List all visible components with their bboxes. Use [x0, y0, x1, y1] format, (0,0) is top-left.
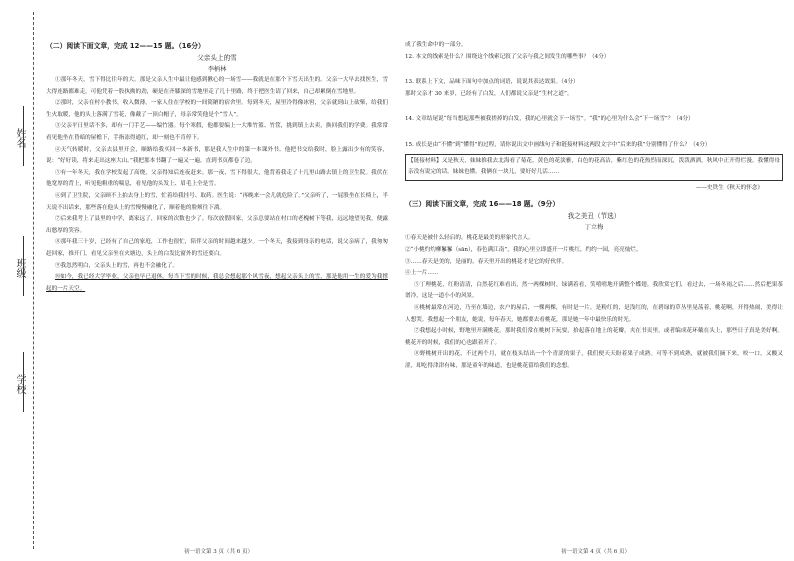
question-13: 13. 联系上下文，品味下面句中加点的词语，说说其表达效果。（4分）	[405, 79, 579, 86]
name-field-label: 姓名	[14, 128, 25, 148]
page-footer: 初一语文第 4 页（共 6 页）	[561, 549, 630, 555]
list-item: ①春天是被什么轻启的，桃花是最美的形象代言人。	[405, 235, 534, 242]
list-item: ②“小桃灼灼柳鬖鬖（sān），春色满江南”，我的心里立即盛开一片桃红，约约一园，亮亮灿烂。	[405, 246, 642, 253]
question-15: 15. 成长是由“不懂”到“懂得”的过程，请你说出文中画线句子和链接材料这两段文字中“后来的我”分别懂得了什么？（4分）	[405, 141, 711, 148]
school-field-blank[interactable]	[23, 352, 24, 412]
paragraph: ⑤有一年冬天，我在学校发起了高烧，父亲得知后连夜赶来。那一夜，雪下得很大，他背着我走了十几里山路去镇上的卫生院。我伏在他宽厚的背上，听见他粗重的喘息，看见他的头发上、眉毛上全是雪。	[46, 169, 388, 188]
passage-title: 我之美丑（节选）	[567, 212, 621, 221]
school-field-label: 学校	[14, 374, 25, 394]
page-footer: 初一语文第 3 页（共 6 页）	[184, 549, 253, 555]
class-field-label: 班级	[14, 258, 25, 278]
paragraph: ⑨我忽然明白，父亲头上的雪，再也不会融化了。	[54, 262, 179, 269]
paragraph: ①那年冬天，雪下得比往年的大。那是父亲人生中最让他感到揪心的一场雪——我就是在那个下雪天出生的。父亲一大早去找医生，雪大得连路都难走，可他凭着一股执拗的劲，硬是在齐膝深的雪地里走了几十里路，终于把医生请了回来，自己却累倒在雪地里。	[46, 77, 388, 95]
binding-margin	[0, 0, 42, 561]
paragraph: ⑦后来我考上了县里的中学，离家远了，回家的次数也少了。每次放假回家，父亲总要站在村口的老槐树下等我，远远地望见我，便露出憨厚的笑容。	[46, 216, 388, 234]
passage-title: 父亲头上的雪	[197, 54, 237, 62]
paragraph: ⑥桃树最常在河边，乃至在墙边，农户的屋后，一棵两棵，有时是一片，是粉红的，是浅红的，在碧绿的草丛里晃荡着，桃花啊，开得热闹，美得让人想哭。我想起一个朋友，她说，每年春天，她都要去看桃花，那是她一年中最快乐的时光。	[405, 304, 783, 323]
paragraph: ④天气转暖时，父亲去县里开会，顺路给我买回一本新书，那是我人生中的第一本课外书。他把书交给我时，脸上露出少有的笑容，说：“好好读，将来走出这座大山。”我把那本书翻了一遍又一遍，直到书页都卷了边。	[46, 146, 388, 165]
link-material: 【链接材料】又是秋天，妹妹推我去北海看了菊花。黄色的花淡雅，白色的花高洁，紫红色的花热烈而深沉，泼泼洒洒，秋风中正开得烂漫。我懂得母亲没有说完的话。妹妹也懂。我俩在一块儿，要好好儿活……	[405, 154, 783, 181]
left-content	[46, 40, 388, 295]
paragraph: ②那时，父亲在村小教书，收入微薄。一家人住在学校的一间简陋的宿舍里。每到冬天，屋里冷得像冰窖，父亲就到山上砍柴，给我们生火取暖，他的头上落满了雪花，像戴了一顶白帽子，母亲常笑他是个“雪人”。	[46, 100, 388, 118]
passage-author: 李柄林	[207, 66, 227, 73]
paragraph: ⑤丁理桃花，红粉清清，白然花红难看出，然一两棵树时，绿满着看，笑嘻嘻地开满整个蝶翅。我欣赏它们，看过去，一场冬雨之后……然后把果茶谱冷，这是一道小小的风景。	[405, 281, 783, 300]
list-item: ③……春天是美的，是丽的，春天里开出的桃花才是它的好伙伴。	[405, 258, 568, 265]
continuation-text: 成了我生命中的一部分。	[405, 42, 467, 48]
paragraph: ③父亲平日里话不多，却有一门手艺——编竹器。每个寒假，他都要编上一大堆竹篮、竹筐，挑到镇上去卖，换回我们的学费。我常常看见他坐在昏暗的屋檐下，手指冻得通红，却一刻也不肯停下。	[46, 123, 388, 141]
paragraph: ⑦我想起小时候，野地里开满桃花，那时我们常在桃树下玩耍，拾起落在地上的花瓣，夹在书页里，或者编成花环戴在头上，那些日子真是美好啊。桃花开的时候，我们的心也跟着开了。	[405, 328, 783, 346]
paragraph: ⑧那年我三十岁，已经有了自己的家庭，工作也很忙，陪伴父亲的时间越来越少。一个冬天，我接到母亲的电话，说父亲病了，我匆匆赶回家，推开门，看见父亲坐在火塘边，头上的白发比窗外的雪还要白。	[46, 239, 388, 257]
list-item: ④上一片……	[405, 270, 439, 277]
passage-author: 丁立梅	[584, 224, 604, 232]
name-field-blank[interactable]	[23, 106, 24, 166]
cut-line	[33, 12, 34, 549]
class-field-blank[interactable]	[23, 236, 24, 296]
section-heading: （三）阅读下面文章，完成 16——18 题。（9分）	[405, 200, 560, 209]
underlined-paragraph: ⑩如今，我已经大学毕业，父亲也早已退休。每当下雪的时候，我总会想起那个风雪夜，想起父亲头上的雪，那是他用一生的爱为我撑起的一片天空。	[46, 274, 388, 292]
section-heading: （二）阅读下面文章，完成 12——15 题。（16分）	[46, 42, 205, 50]
question-12: 12. 本文的线索是什么？围绕这个线索记叙了父亲与我之间发生的哪些事？（4分）	[405, 53, 610, 60]
paragraph: ⑧野桃树开出的花，不过两个月，就在枝头结出一个个青涩的果子，我们便天天盼着果子成熟。可等不到成熟，就被我们摘下来，咬一口，又酸又涩，却吃得津津有味，那是童年的味道，也是桃花留给我们的念想。	[405, 351, 783, 369]
question-14: 14. 文章结尾说“每当想起那些被我搓掉的白发，我的心里就会下一场雪”。“我”的心里为什么会“下一场雪”？（4分）	[405, 116, 694, 123]
paragraph: ⑥到了卫生院，父亲顾不上拍去身上的雪，忙着给我挂号、取药。医生说：“再晚来一会儿就危险了。”父亲听了，一屁股坐在长椅上，半天说不出话来，那些落在他头上的雪慢慢融化了，顺着他的脸颊往下淌。	[46, 192, 388, 211]
right-content	[405, 40, 783, 372]
right-page	[397, 0, 794, 561]
question-13-sentence: 那时父亲才 30 来岁，已经有了白发，人们都说父亲是“生村之道”。	[405, 90, 573, 97]
link-source: ——史铁生《秋天的怀念》	[695, 184, 763, 191]
